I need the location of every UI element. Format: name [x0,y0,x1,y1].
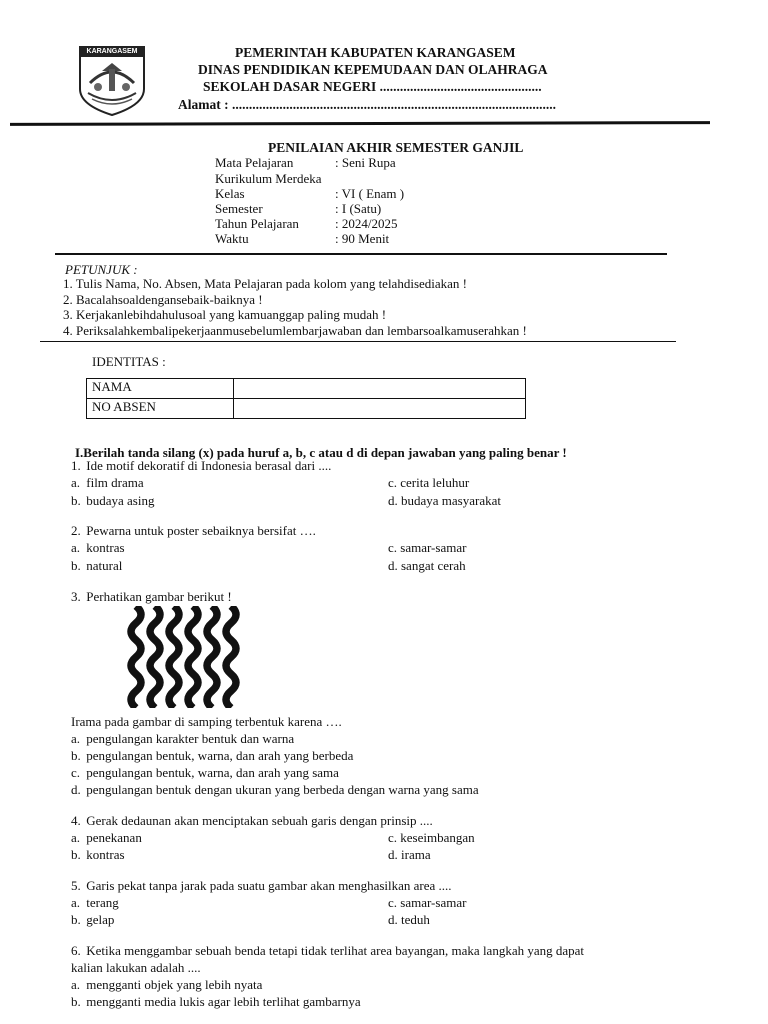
wave-pattern-image [126,606,250,708]
option-b[interactable]: b. kontras [71,847,125,862]
question-text: Gerak dedaunan akan menciptakan sebuah garis dengan prinsip .... [86,813,433,828]
wavy-lines-icon [126,606,250,708]
option-d[interactable]: d. teduh [388,912,430,927]
option-d[interactable]: d. irama [388,847,431,862]
table-row [87,399,526,419]
header-school: SEKOLAH DASAR NEGERI ................................................ [203,79,542,94]
question-text: Ketika menggambar sebuah benda tetapi tidak terlihat area bayangan, maka langkah yang dapat [86,943,585,958]
question-text: Pewarna untuk poster sebaiknya bersifat …. [86,523,316,538]
question-5 [71,878,452,893]
option-c[interactable]: c. cerita leluhur [388,475,470,490]
question-6-continued: kalian lakukan adalah .... [71,960,201,975]
question-4 [71,813,433,828]
option-c[interactable]: c. samar-samar [388,540,467,555]
identity-field-nama[interactable] [234,379,526,399]
question-number: 5. [71,878,81,893]
info-row: Tahun Pelajaran : 2024/2025 [215,216,398,231]
option-a[interactable]: a. kontras [71,540,125,555]
identitas-title: IDENTITAS : [92,354,166,369]
petunjuk-item: 2. Bacalahsoaldengansebaik-baiknya ! [63,292,263,307]
petunjuk-item: 1. Tulis Nama, No. Absen, Mata Pelajaran pada kolom yang telahdisediakan ! [63,276,468,291]
option-a[interactable]: a. pengulangan karakter bentuk dan warna [71,731,295,746]
header-government: PEMERINTAH KABUPATEN KARANGASEM [235,45,516,60]
option-a[interactable]: a. terang [71,895,119,910]
school-logo [76,43,148,117]
petunjuk-title: PETUNJUK : [65,262,138,277]
header-divider [10,121,710,126]
identity-field-absen[interactable] [234,399,526,419]
info-row: Kelas : VI ( Enam ) [215,186,405,201]
option-c[interactable]: c. pengulangan bentuk, warna, dan arah yang sama [71,765,339,780]
option-b[interactable]: b. gelap [71,912,115,927]
question-text: Ide motif dekoratif di Indonesia berasal dari .... [86,458,332,473]
identity-label-absen: NO ABSEN [87,399,234,419]
logo-label: KARANGASEM [86,48,138,55]
question-number: 1. [71,458,81,473]
question-text: Garis pekat tanpa jarak pada suatu gambar akan menghasilkan area .... [86,878,452,893]
petunjuk-item: 4. Periksalahkembalipekerjaanmusebelumlembarjawaban dan lembarsoalkamuserahkan ! [63,323,527,338]
option-d[interactable]: d. sangat cerah [388,558,466,573]
question-text: Perhatikan gambar berikut ! [86,589,232,604]
petunjuk-divider [40,341,676,342]
question-3-stem: Irama pada gambar di samping terbentuk karena …. [71,714,342,729]
question-number: 6. [71,943,81,958]
option-b[interactable]: b. mengganti media lukis agar lebih terlihat gambarnya [71,994,361,1009]
exam-title: PENILAIAN AKHIR SEMESTER GANJIL [268,140,524,155]
question-6 [71,943,584,958]
question-1 [71,458,331,473]
info-divider [55,253,667,255]
question-number: 3. [71,589,81,604]
option-c[interactable]: c. samar-samar [388,895,467,910]
option-a[interactable]: a. film drama [71,475,144,490]
option-b[interactable]: b. budaya asing [71,493,155,508]
option-a[interactable]: a. mengganti objek yang lebih nyata [71,977,263,992]
option-d[interactable]: d. pengulangan bentuk dengan ukuran yang berbeda dengan warna yang sama [71,782,479,797]
identity-table [86,378,526,419]
option-b[interactable]: b. natural [71,558,123,573]
header-address: Alamat : ................................................................................................ [178,97,556,112]
question-number: 2. [71,523,81,538]
info-row: Waktu : 90 Menit [215,231,390,246]
info-row: Kurikulum Merdeka [215,171,322,186]
petunjuk-item: 3. Kerjakanlebihdahulusoal yang kamuanggap paling mudah ! [63,307,387,322]
option-a[interactable]: a. penekanan [71,830,142,845]
option-b[interactable]: b. pengulangan bentuk, warna, dan arah yang berbeda [71,748,354,763]
identity-label-nama: NAMA [87,379,234,399]
option-c[interactable]: c. keseimbangan [388,830,475,845]
question-number: 4. [71,813,81,828]
option-d[interactable]: d. budaya masyarakat [388,493,501,508]
info-row: Mata Pelajaran : Seni Rupa [215,155,396,170]
header-department: DINAS PENDIDIKAN KEPEMUDAAN DAN OLAHRAGA [198,62,548,77]
section-title: I.Berilah tanda silang (x) pada huruf a, b, c atau d di depan jawaban yang paling benar ! [75,445,567,460]
table-row [87,379,526,399]
question-2 [71,523,316,538]
question-3 [71,589,232,604]
info-row: Semester : I (Satu) [215,201,382,216]
